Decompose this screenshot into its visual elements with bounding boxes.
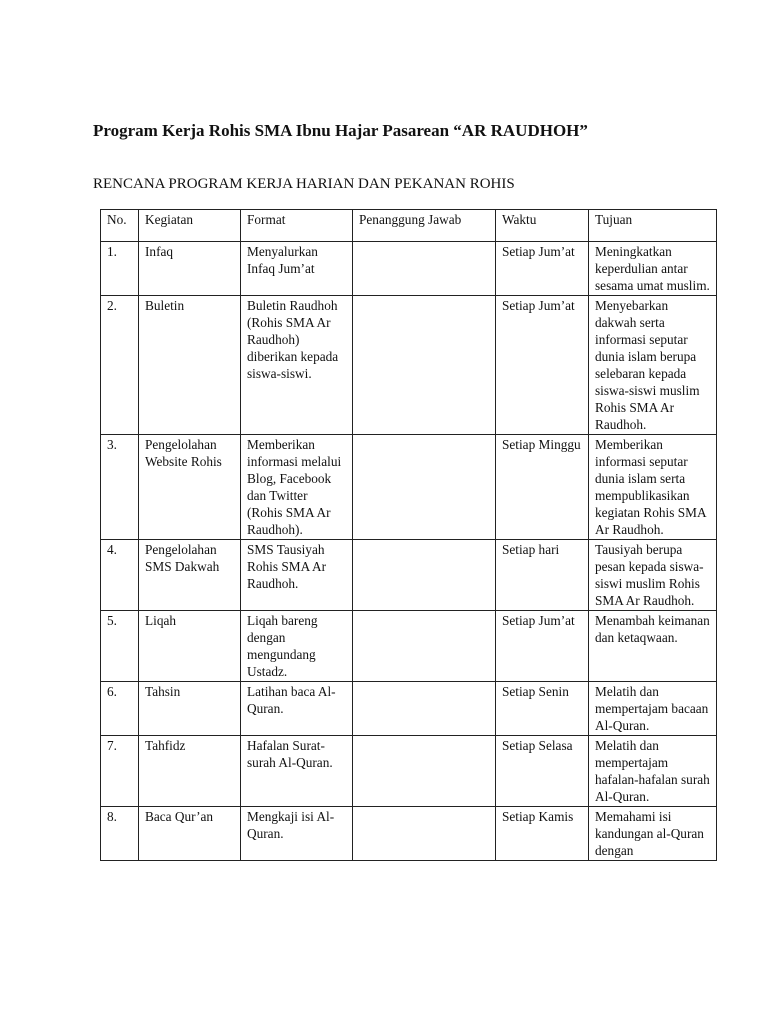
cell-no: 4. bbox=[101, 540, 139, 611]
cell-waktu: Setiap Jum’at bbox=[496, 611, 589, 682]
cell-kegiatan: Tahsin bbox=[139, 682, 241, 736]
cell-no: 5. bbox=[101, 611, 139, 682]
table-row bbox=[101, 435, 717, 540]
cell-waktu: Setiap Jum’at bbox=[496, 296, 589, 435]
cell-no: 1. bbox=[101, 242, 139, 296]
cell-format: Hafalan Surat-surah Al-Quran. bbox=[241, 736, 353, 807]
table-row bbox=[101, 807, 717, 861]
cell-no: 6. bbox=[101, 682, 139, 736]
cell-kegiatan: Infaq bbox=[139, 242, 241, 296]
table-row bbox=[101, 736, 717, 807]
cell-tujuan: Memahami isi kandungan al-Quran dengan bbox=[589, 807, 717, 861]
cell-penanggung-jawab bbox=[353, 611, 496, 682]
document-subtitle: RENCANA PROGRAM KERJA HARIAN DAN PEKANAN ROHIS bbox=[93, 176, 515, 192]
cell-format: Memberikan informasi melalui Blog, Facebook dan Twitter (Rohis SMA Ar Raudhoh). bbox=[241, 435, 353, 540]
table-body bbox=[101, 242, 717, 861]
header-no: No. bbox=[101, 210, 139, 242]
cell-no: 8. bbox=[101, 807, 139, 861]
cell-kegiatan: Baca Qur’an bbox=[139, 807, 241, 861]
cell-waktu: Setiap Selasa bbox=[496, 736, 589, 807]
cell-penanggung-jawab bbox=[353, 435, 496, 540]
cell-penanggung-jawab bbox=[353, 682, 496, 736]
cell-tujuan: Menambah keimanan dan ketaqwaan. bbox=[589, 611, 717, 682]
header-row bbox=[101, 210, 717, 242]
program-table bbox=[100, 209, 717, 861]
cell-format: Mengkaji isi Al-Quran. bbox=[241, 807, 353, 861]
cell-waktu: Setiap hari bbox=[496, 540, 589, 611]
header-waktu: Waktu bbox=[496, 210, 589, 242]
cell-no: 2. bbox=[101, 296, 139, 435]
header-format: Format bbox=[241, 210, 353, 242]
table-row bbox=[101, 540, 717, 611]
cell-waktu: Setiap Jum’at bbox=[496, 242, 589, 296]
header-penanggung-jawab: Penanggung Jawab bbox=[353, 210, 496, 242]
header-kegiatan: Kegiatan bbox=[139, 210, 241, 242]
cell-no: 7. bbox=[101, 736, 139, 807]
cell-penanggung-jawab bbox=[353, 296, 496, 435]
cell-format: Latihan baca Al-Quran. bbox=[241, 682, 353, 736]
cell-kegiatan: Buletin bbox=[139, 296, 241, 435]
header-tujuan: Tujuan bbox=[589, 210, 717, 242]
document-title: Program Kerja Rohis SMA Ibnu Hajar Pasarean “AR RAUDHOH” bbox=[93, 121, 588, 140]
cell-waktu: Setiap Kamis bbox=[496, 807, 589, 861]
cell-kegiatan: Pengelolahan Website Rohis bbox=[139, 435, 241, 540]
cell-format: Buletin Raudhoh (Rohis SMA Ar Raudhoh) diberikan kepada siswa-siswi. bbox=[241, 296, 353, 435]
cell-tujuan: Meningkatkan keperdulian antar sesama umat muslim. bbox=[589, 242, 717, 296]
cell-format: Menyalurkan Infaq Jum’at bbox=[241, 242, 353, 296]
cell-format: SMS Tausiyah Rohis SMA Ar Raudhoh. bbox=[241, 540, 353, 611]
cell-tujuan: Memberikan informasi seputar dunia islam serta mempublikasikan kegiatan Rohis SMA Ar Raudhoh. bbox=[589, 435, 717, 540]
table-row bbox=[101, 242, 717, 296]
cell-penanggung-jawab bbox=[353, 540, 496, 611]
table-row bbox=[101, 296, 717, 435]
cell-waktu: Setiap Minggu bbox=[496, 435, 589, 540]
cell-penanggung-jawab bbox=[353, 807, 496, 861]
table-row bbox=[101, 611, 717, 682]
cell-format: Liqah bareng dengan mengundang Ustadz. bbox=[241, 611, 353, 682]
cell-kegiatan: Tahfidz bbox=[139, 736, 241, 807]
cell-kegiatan: Pengelolahan SMS Dakwah bbox=[139, 540, 241, 611]
table-row bbox=[101, 682, 717, 736]
cell-penanggung-jawab bbox=[353, 736, 496, 807]
cell-tujuan: Tausiyah berupa pesan kepada siswa-siswi muslim Rohis SMA Ar Raudhoh. bbox=[589, 540, 717, 611]
cell-tujuan: Melatih dan mempertajam bacaan Al-Quran. bbox=[589, 682, 717, 736]
cell-no: 3. bbox=[101, 435, 139, 540]
table-header bbox=[101, 210, 717, 242]
cell-tujuan: Menyebarkan dakwah serta informasi seputar dunia islam berupa selebaran kepada siswa-siswi muslim Rohis SMA Ar Raudhoh. bbox=[589, 296, 717, 435]
cell-tujuan: Melatih dan mempertajam hafalan-hafalan surah Al-Quran. bbox=[589, 736, 717, 807]
cell-waktu: Setiap Senin bbox=[496, 682, 589, 736]
cell-kegiatan: Liqah bbox=[139, 611, 241, 682]
cell-penanggung-jawab bbox=[353, 242, 496, 296]
